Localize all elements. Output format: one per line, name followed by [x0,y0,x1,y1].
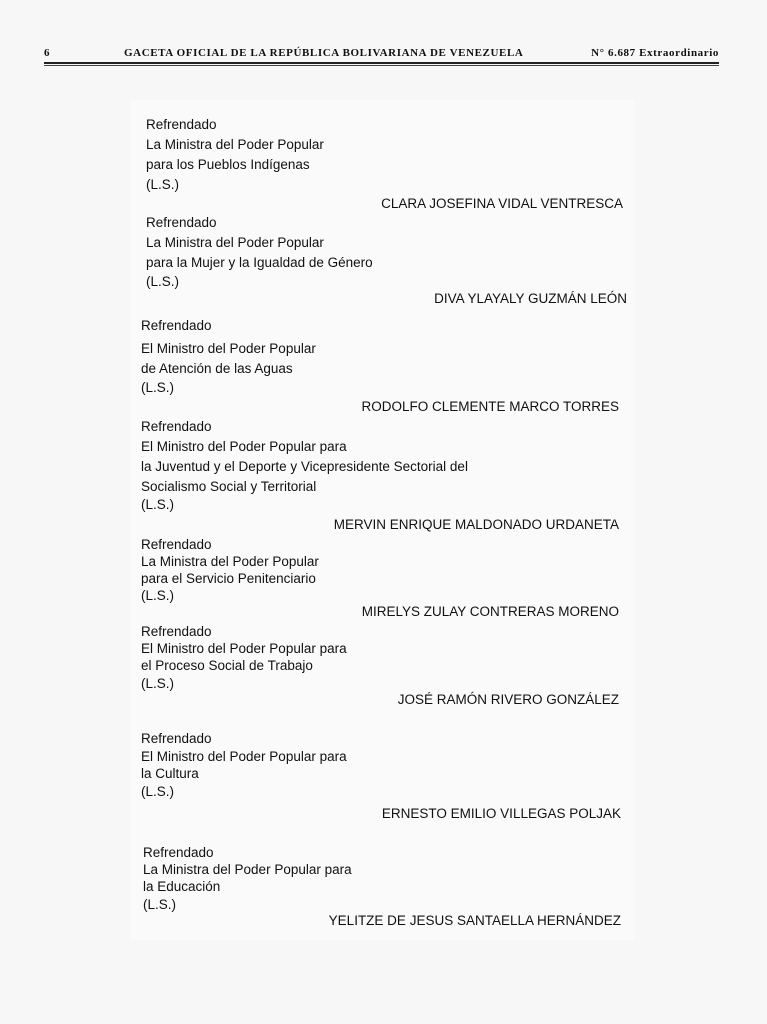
header-rule-thin [44,65,719,66]
signatory-name: CLARA JOSEFINA VIDAL VENTRESCA [381,196,623,211]
block-line: la Juventud y el Deporte y Vicepresidente Sectorial del [141,459,468,474]
block-line: (L.S.) [141,784,175,799]
block-line: Refrendado [146,215,217,230]
block-line: El Ministro del Poder Popular para [141,641,347,656]
block-line: La Ministra del Poder Popular [146,235,324,250]
signatory-name: RODOLFO CLEMENTE MARCO TORRES [361,399,619,414]
signatory-name: ERNESTO EMILIO VILLEGAS POLJAK [381,806,621,821]
block-line: (L.S.) [141,497,175,512]
page-header [44,47,719,63]
block-line: Refrendado [141,731,212,746]
header-rule-thick [44,62,719,64]
block-line: Refrendado [146,117,217,132]
block-line: La Ministra del Poder Popular [141,554,319,569]
block-line: La Ministra del Poder Popular para [143,862,352,877]
block-line: (L.S.) [141,588,175,603]
block-line: de Atención de las Aguas [141,361,293,376]
block-line: Refrendado [143,845,214,860]
block-line: (L.S.) [146,177,180,192]
block-line: (L.S.) [143,897,177,912]
block-line: para el Servicio Penitenciario [141,571,316,586]
block-line: la Educación [143,879,221,894]
signatory-name: JOSÉ RAMÓN RIVERO GONZÁLEZ [397,692,619,707]
block-line: Refrendado [141,318,212,333]
gazette-title: GACETA OFICIAL DE LA REPÚBLICA BOLIVARIANA DE VENEZUELA [124,47,524,59]
block-line: El Ministro del Poder Popular [141,341,316,356]
signatory-name: YELITZE DE JESUS SANTAELLA HERNÁNDEZ [328,913,621,928]
block-line: para la Mujer y la Igualdad de Género [146,255,373,270]
signatory-name: MIRELYS ZULAY CONTRERAS MORENO [361,604,619,619]
block-line: Refrendado [141,419,212,434]
block-line: (L.S.) [141,380,175,395]
block-line: El Ministro del Poder Popular para [141,749,347,764]
block-line: Refrendado [141,537,212,552]
block-line: El Ministro del Poder Popular para [141,439,347,454]
issue-number: N° 6.687 Extraordinario [591,47,719,59]
signatory-name: DIVA YLAYALY GUZMÁN LEÓN [434,291,627,306]
block-line: el Proceso Social de Trabajo [141,658,313,673]
block-line: para los Pueblos Indígenas [146,157,310,172]
block-line: la Cultura [141,766,199,781]
block-line: La Ministra del Poder Popular [146,137,324,152]
signatory-name: MERVIN ENRIQUE MALDONADO URDANETA [333,517,619,532]
block-line: (L.S.) [146,274,180,289]
block-line: Socialismo Social y Territorial [141,479,317,494]
page-number: 6 [44,47,51,59]
block-line: Refrendado [141,624,212,639]
block-line: (L.S.) [141,676,175,691]
